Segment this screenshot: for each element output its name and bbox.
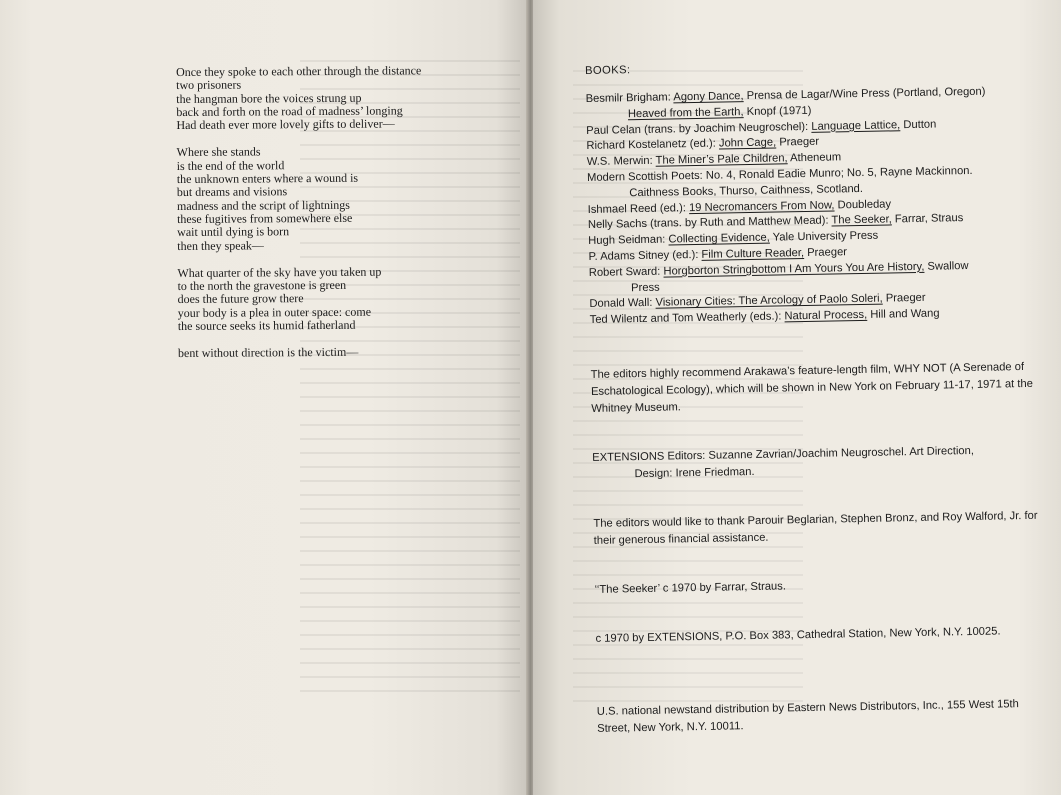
poem-line: the source seeks its humid fatherland [177,317,356,334]
book-publisher: Knopf (1971) [743,104,812,118]
poem-line: Where she stands [176,144,261,160]
book-title: Agony Dance, [673,90,744,104]
book-author: Richard Kostelanetz (ed.): [586,137,720,153]
copyright-notice: c 1970 by EXTENSIONS, P.O. Box 383, Cathedral Station, New York, N.Y. 10025. [595,625,1001,645]
film-recommendation: The editors highly recommend Arakawa’s feature-length film, WHY NOT (A Serenade of Eschatological Ecology), which will be shown in New York on February 11-17, 1971 at the Whitney Museum. [590,360,1033,415]
book-title: Language Lattice, [811,118,901,133]
poem-line: the unknown enters where a wound is [176,170,359,187]
poem [176,64,508,361]
book-publisher: Atheneum [787,151,842,165]
book-title: Heaved from the Earth, [627,105,744,121]
book-title: Natural Process, [784,309,868,323]
poem-line: but dreams and visions [176,184,288,200]
book-publisher: Dutton [900,118,937,131]
book-author: W.S. Merwin: [586,154,656,169]
book-author: Donald Wall: [589,297,656,311]
poem-line: these fugitives from somewhere else [177,210,353,226]
book-publisher: Doubleday [834,197,892,212]
poem-line: the hangman bore the voices strung up [176,90,362,106]
poem-line: What quarter of the sky have you taken up [177,264,382,280]
poem-line: Once they spoke to each other through the distance [175,63,422,79]
book-title: Visionary Cities: The Arcology of Paolo Soleri, [655,292,883,310]
book-publisher: Hill and Wang [867,307,940,322]
book-title: The Seeker, [831,213,892,227]
left-page [0,0,528,795]
poem-line: bent without direction is the victim— [177,345,359,361]
book-title: The Miner’s Pale Children, [655,152,788,167]
book-title: John Cage, [718,136,777,150]
book-continuation: Press [630,281,660,294]
poem-line: madness and the script of lightnings [176,197,351,213]
book-author: Hugh Seidman: [588,233,669,248]
poem-line: your body is a plea in outer space: come [177,304,372,320]
book-publisher: Swallow [924,259,969,273]
book-publisher: Farrar, Straus [891,212,964,226]
poem-line: Had death ever more lovely gifts to deliver— [176,116,395,133]
editors-credit [592,442,1043,484]
book-publisher: Praeger [882,292,926,305]
poem-line: two prisoners [176,77,242,93]
poem-line: does the future grow there [177,291,304,307]
poem-line: is the end of the world [176,158,285,173]
books-heading: BOOKS: [585,64,631,77]
book-author: Ishmael Reed (ed.): [587,201,690,216]
book-publisher: Praeger [776,136,820,149]
book-author: Modern Scottish Poets: No. 4, Ronald Eadie Munro; No. 5, Rayne Mackinnon. [586,164,973,184]
poem-line: back and forth on the road of madness’ longing [176,103,403,119]
stanza-4 [178,345,508,361]
book-title: Horgborton Stringbottom I Am Yours You Are History, [663,260,925,278]
book-author: Robert Sward: [588,265,664,279]
stanza-1 [176,64,506,133]
book-title: 19 Necromancers From Now, [688,199,835,214]
seeker-credit: ‘‘The Seeker’ c 1970 by Farrar, Straus. [594,580,787,596]
book-publisher: Yale University Press [769,229,879,244]
stanza-3 [177,265,507,334]
colophon [585,56,1047,738]
poem-line: to the north the gravestone is green [177,277,347,294]
poem-line: wait until dying is born [177,224,290,240]
book-author: Besmilr Brigham: [585,91,674,105]
book-author: Paul Celan (trans. by Joachim Neugroschel): [586,120,812,137]
acknowledgements: The editors would like to thank Parouir Beglarian, Stephen Bronz, and Roy Walford, Jr. for their generous financial assistance. [593,509,1038,547]
right-page [533,0,1061,795]
book-title: Film Culture Reader, [701,246,805,261]
distribution-notice: U.S. national newstand distribution by Eastern News Distributors, Inc., 155 West 15th Street, New York, N.Y. 10011. [596,698,1019,735]
book-title: Collecting Evidence, [668,231,770,246]
book-continuation: Caithness Books, Thurso, Caithness, Scotland. [629,182,864,199]
book-author: Nelly Sachs (trans. by Ruth and Matthew Mead): [587,214,832,232]
book-author: Ted Wilentz and Tom Weatherly (eds.): [589,310,785,327]
book-publisher: Praeger [803,246,848,259]
book-author: P. Adams Sitney (ed.): [588,248,702,263]
poem-line: then they speak— [177,237,264,253]
book-list [586,84,1040,329]
book-publisher: Prensa de Lagar/Wine Press (Portland, Oregon) [743,85,986,103]
stanza-2 [177,144,508,253]
design-credit: Design: Irene Friedman. [634,465,755,481]
editors-line: EXTENSIONS Editors: Suzanne Zavrian/Joachim Neugroschel. Art Direction, [592,444,975,464]
